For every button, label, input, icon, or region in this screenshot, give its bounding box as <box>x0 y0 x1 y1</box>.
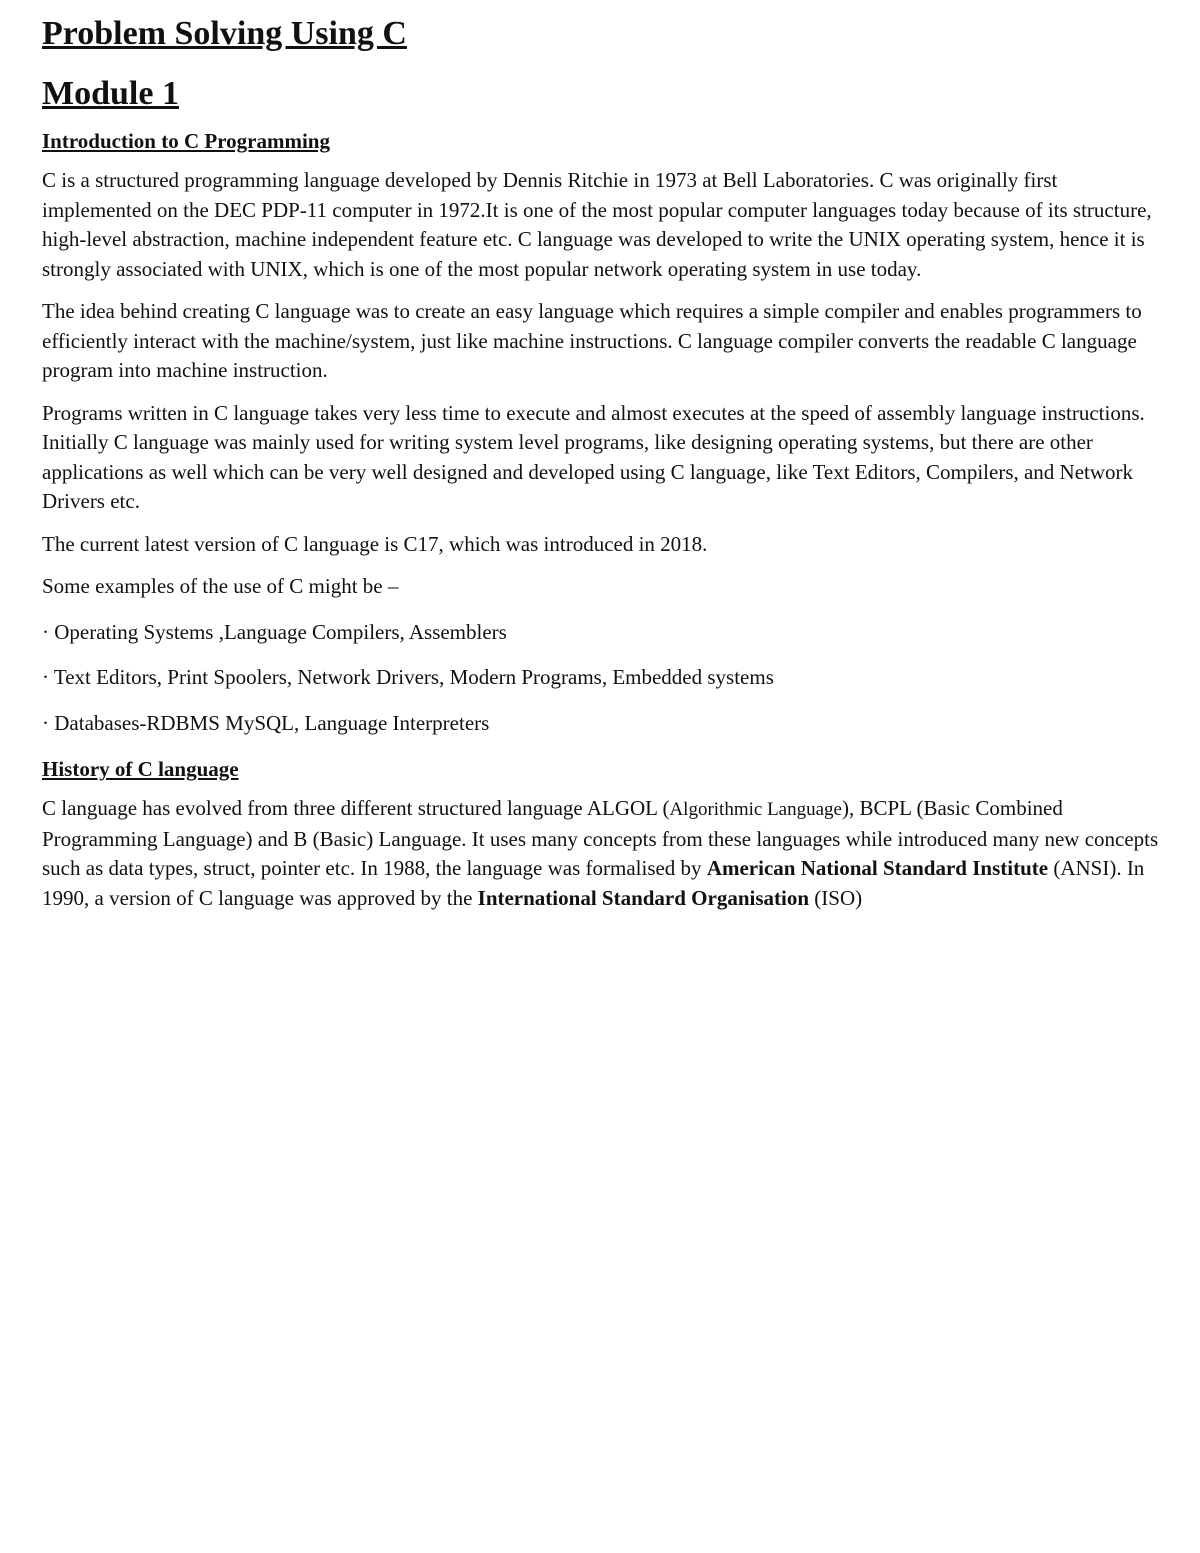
document-title: Problem Solving Using C <box>42 15 407 52</box>
module-title: Module 1 <box>42 75 179 112</box>
paragraph: The idea behind creating C language was to create an easy language which requires a simple compiler and enables programmers to efficiently interact with the machine/system, just like machine instructions. C language compiler converts the readable C language program into machine instruction. <box>42 299 1142 382</box>
bold-term-ansi: American National Standard Institute <box>706 856 1049 880</box>
text-span: ), BCPL (Basic Combined Programming Language) and B (Basic) Language. It uses many concepts from these languages while introduced many new concepts such as data types, struct, pointer etc. In 1988, the language was formalised by <box>42 796 1159 880</box>
text-span: C language has evolved from three different structured language ALGOL ( <box>42 796 670 820</box>
paragraph: The current latest version of C language is C17, which was introduced in 2018. <box>42 531 708 556</box>
bullet-item: · Text Editors, Print Spoolers, Network Drivers, Modern Programs, Embedded systems <box>42 665 774 689</box>
section-heading-introduction: Introduction to C Programming <box>42 129 330 153</box>
paragraph: Programs written in C language takes very less time to execute and almost executes at the speed of assembly language instructions. Initially C language was mainly used for writing system level programs, like designing operating systems, but there are other applications as well which can be very well designed and developed using C language, like Text Editors, Compilers, and Network Drivers etc. <box>42 400 1145 513</box>
bullet-item: · Databases-RDBMS MySQL, Language Interpreters <box>42 710 490 735</box>
bold-term-iso: International Standard Organisation <box>477 885 810 910</box>
bullet-item: · Operating Systems ,Language Compilers, Assemblers <box>42 619 507 644</box>
document-page <box>42 14 1172 913</box>
text-span: Algorithmic Language <box>669 799 842 820</box>
history-paragraph <box>42 794 1172 913</box>
paragraph: Some examples of the use of C might be – <box>42 574 399 598</box>
section-heading-history: History of C language <box>42 757 239 781</box>
paragraph: C is a structured programming language developed by Dennis Ritchie in 1973 at Bell Laboratories. C was originally first implemented on the DEC PDP-11 computer in 1972.It is one of the most popular computer languages today because of its structure, high-level abstraction, machine independent feature etc. C language was developed to write the UNIX operating system, hence it is strongly associated with UNIX, which is one of the most popular network operating system in use today. <box>42 168 1152 281</box>
text-span: (ISO) <box>809 885 863 910</box>
text-span: (ANSI). In 1990, a version of C language was approved by the <box>42 856 1145 910</box>
